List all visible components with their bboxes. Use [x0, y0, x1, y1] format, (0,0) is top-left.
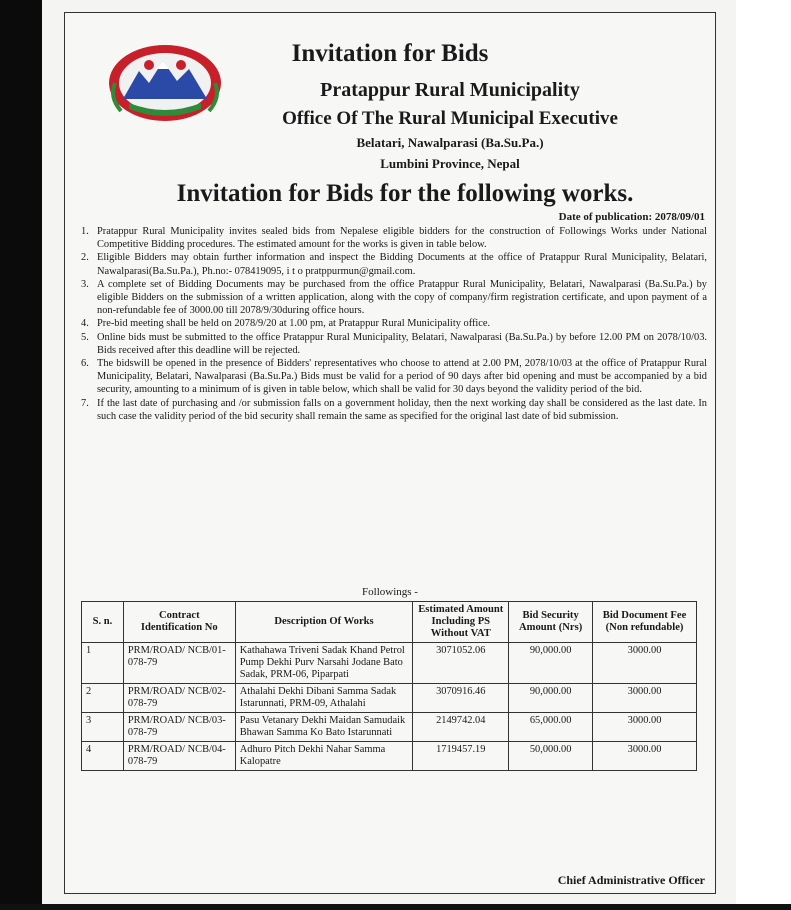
header-estimated: Estimated Amount Including PS Without VAT [413, 602, 509, 643]
cell-security: 50,000.00 [509, 742, 593, 771]
black-frame-bottom [0, 904, 791, 910]
works-table [81, 601, 697, 771]
list-item: 7. If the last date of purchasing and /or submission falls on a government holiday, then the next working day shall be considered as the last date. In such case the validity period of the bid security shall remain the same as specified for the original last date of bid submission. [81, 397, 707, 422]
cell-sn: 4 [82, 742, 124, 771]
cell-fee: 3000.00 [593, 742, 697, 771]
list-item: 6. The bidswill be opened in the presence of Bidders' representatives who choose to attend at 2.00 PM, 2078/10/03 at the office of Pratappur Rural Municipality, Belatari, Nawalparasi (Ba.Su.Pa.) Bids must be valid for a period of 90 days after bid opening and must be accompanied by a bid security, amounting to a minimum of is given in table below, which shall be valid for 30 days beyond the validity period of the bid. [81, 358, 707, 396]
cell-security: 65,000.00 [509, 713, 593, 742]
table-row [82, 643, 697, 684]
list-item: 5. Online bids must be submitted to the office Pratappur Rural Municipality, Belatari, Nawalparasi (Ba.Su.Pa.) by before 12.00 PM on 2078/10/03. Bids received after this deadline will be rejected. [81, 331, 707, 356]
cell-security: 90,000.00 [509, 684, 593, 713]
cell-contract: PRM/ROAD/ NCB/01-078-79 [123, 643, 235, 684]
white-frame-right [736, 0, 791, 910]
header-fee: Bid Document Fee (Non refundable) [593, 602, 697, 643]
signature: Chief Administrative Officer [557, 873, 705, 887]
header-description: Description Of Works [235, 602, 413, 643]
table-row [82, 742, 697, 771]
cell-fee: 3000.00 [593, 643, 697, 684]
cell-estimated: 2149742.04 [413, 713, 509, 742]
list-item: 1. Pratappur Rural Municipality invites sealed bids from Nepalese eligible bidders for the construction of Followings Works under National Competitive Bidding procedures. The estimated amount for the works is given in table below. [81, 226, 707, 251]
cell-contract: PRM/ROAD/ NCB/04-078-79 [123, 742, 235, 771]
bid-notice [64, 12, 716, 894]
header-security: Bid Security Amount (Nrs) [509, 602, 593, 643]
notice-title: Invitation for Bids [291, 40, 489, 67]
cell-estimated: 1719457.19 [413, 742, 509, 771]
table-header-row [82, 602, 697, 643]
cell-sn: 3 [82, 713, 124, 742]
cell-contract: PRM/ROAD/ NCB/02-078-79 [123, 684, 235, 713]
cell-estimated: 3070916.46 [413, 684, 509, 713]
black-frame-left [0, 0, 42, 910]
notice-items [81, 225, 707, 423]
newspaper-page [42, 0, 736, 904]
province: Lumbini Province, Nepal [380, 156, 520, 171]
list-item: 2. Eligible Bidders may obtain further information and inspect the Bidding Documents at the office of Pratappur Rural Municipality, Belatari, Nawalparasi(Ba.Su.Pa.), Ph.no:- 078419095, i t o pratppurmun@gmail.com. [81, 252, 707, 277]
publication-date: Date of publication: 2078/09/01 [558, 211, 705, 223]
cell-description: Kathahawa Triveni Sadak Khand Petrol Pump Dekhi Purv Narsahi Jodane Bato Sadak, PRM-06, Piparpati [235, 643, 413, 684]
list-item: 4. Pre-bid meeting shall be held on 2078/9/20 at 1.00 pm, at Pratappur Rural Municipality office. [81, 318, 491, 330]
followings-label: Followings - [362, 586, 418, 598]
cell-description: Pasu Vetanary Dekhi Maidan Samudaik Bhawan Samma Ko Bato Istarunnati [235, 713, 413, 742]
organization-name: Pratappur Rural Municipality [320, 79, 580, 101]
cell-sn: 1 [82, 643, 124, 684]
cell-fee: 3000.00 [593, 684, 697, 713]
cell-security: 90,000.00 [509, 643, 593, 684]
list-item: 3. A complete set of Bidding Documents may be purchased from the office Pratappur Rural Municipality, Belatari, Nawalparasi (Ba.Su.Pa.) by eligible Bidders on the submission of a written application, along with the copy of company/firm registration certificate, and upon payment of a non-refundable fee of 3000.00 till 2078/9/30during office hours. [81, 278, 707, 317]
cell-estimated: 3071052.06 [413, 643, 509, 684]
header-contract: Contract Identification No [123, 602, 235, 643]
cell-sn: 2 [82, 684, 124, 713]
header-sn: S. n. [82, 602, 124, 643]
cell-description: Athalahi Dekhi Dibani Samma Sadak Istarunnati, PRM-09, Athalahi [235, 684, 413, 713]
office-address: Belatari, Nawalparasi (Ba.Su.Pa.) [356, 135, 544, 150]
table-row [82, 713, 697, 742]
cell-description: Adhuro Pitch Dekhi Nahar Samma Kalopatre [235, 742, 413, 771]
main-heading: Invitation for Bids for the following works. [176, 180, 634, 207]
office-name: Office Of The Rural Municipal Executive [282, 108, 618, 129]
cell-contract: PRM/ROAD/ NCB/03-078-79 [123, 713, 235, 742]
table-row [82, 684, 697, 713]
cell-fee: 3000.00 [593, 713, 697, 742]
